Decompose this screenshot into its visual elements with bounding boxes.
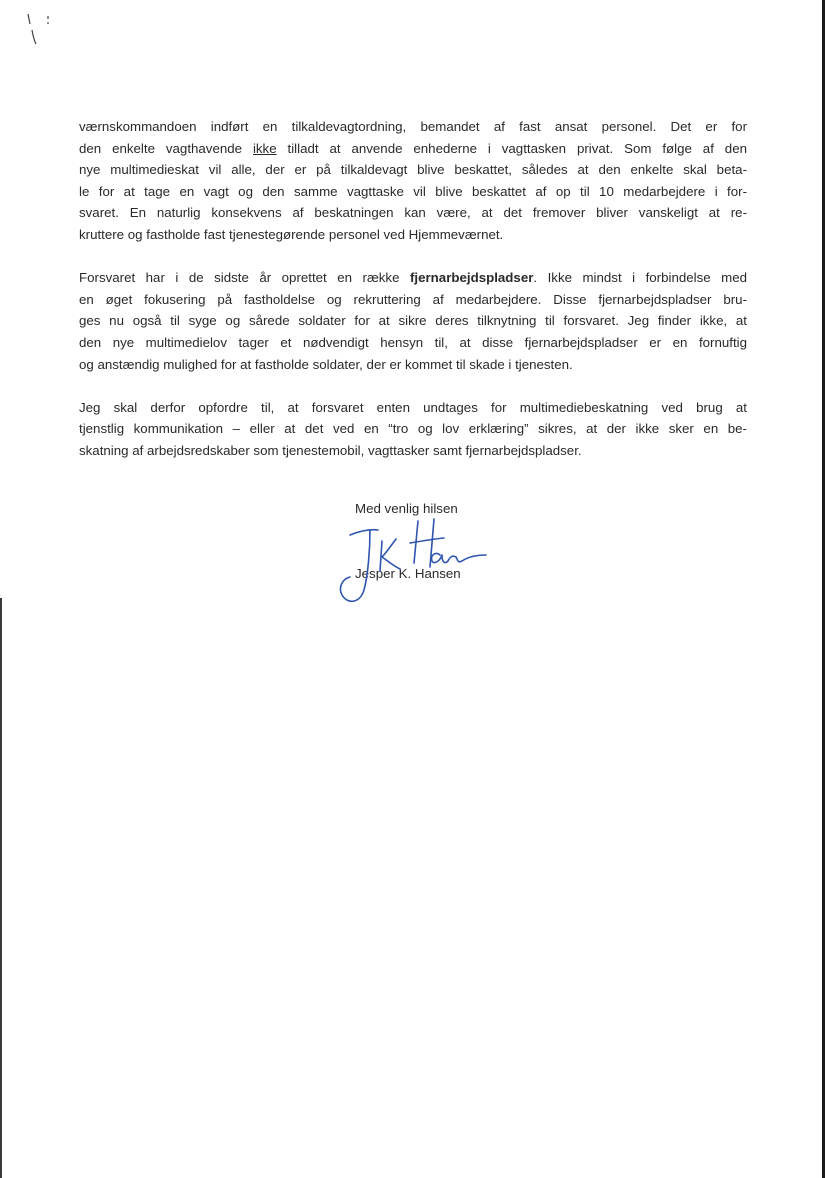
text-line: svaret. En naturlig konsekvens af beskatningen kan være, at det fremover bliver vanskeligt at re-: [79, 205, 747, 221]
text-line: nye multimedieskat vil alle, der er på tilkaldevagt blive beskattet, således at den enkelte skal beta-: [79, 162, 747, 178]
underlined-word: ikke: [252, 140, 277, 156]
signature-strokes: [340, 519, 486, 601]
letter-body: [79, 116, 747, 483]
text-line: den nye multimedielov tager et nødvendigt hensyn til, at disse fjernarbejdspladser er en fornuftig: [79, 334, 747, 350]
text-line: en øget fokusering på fastholdelse og rekruttering af medarbejdere. Disse fjernarbejdspladser bru-: [79, 291, 747, 307]
handwritten-signature: [330, 505, 490, 610]
text-line: le for at tage en vagt og den samme vagttaske vil blive beskattet af op til 10 medarbejdere i for-: [79, 183, 747, 199]
text-line: kruttere og fastholde fast tjenestegørende personel ved Hjemmeværnet.: [79, 226, 504, 242]
text-line: [79, 138, 747, 160]
paragraph-1: [79, 116, 747, 246]
text-segment: tilladt at anvende enhederne i vagttasken privat. Som følge af den: [276, 140, 747, 156]
text-segment: den enkelte vagthavende: [79, 140, 253, 156]
sender-name: Jesper K. Hansen: [355, 566, 461, 581]
text-line: skatning af arbejdsredskaber som tjenestemobil, vagttasker samt fjernarbejdspladser.: [79, 442, 582, 458]
text-line: værnskommandoen indført en tilkaldevagtordning, bemandet af fast ansat personel. Det er for: [79, 119, 747, 134]
text-line: tjenstlig kommunikation – eller at det ved en “tro og lov erklæring” sikres, at der ikke sker en be-: [79, 421, 747, 437]
bold-term: fjernarbejdspladser: [409, 270, 534, 286]
text-segment: . Ikke mindst i forbindelse med: [533, 270, 748, 286]
paragraph-2: [79, 267, 747, 375]
scan-edge-left: [0, 598, 2, 1178]
closing-salutation: Med venlig hilsen: [355, 501, 458, 516]
text-segment: Forsvaret har i de sidste år oprettet en række: [79, 270, 410, 286]
scan-mark: [22, 10, 52, 46]
text-line: ges nu også til syge og sårede soldater for at sikre deres tilknytning til forsvaret. Jeg finder ikke, at: [79, 313, 747, 329]
text-line: Jeg skal derfor opfordre til, at forsvaret enten undtages for multimediebeskatning ved brug at: [79, 399, 747, 415]
text-line: og anstændig mulighed for at fastholde soldater, der er kommet til skade i tjenesten.: [79, 356, 573, 372]
paragraph-3: [79, 397, 747, 462]
text-line: [79, 267, 747, 289]
